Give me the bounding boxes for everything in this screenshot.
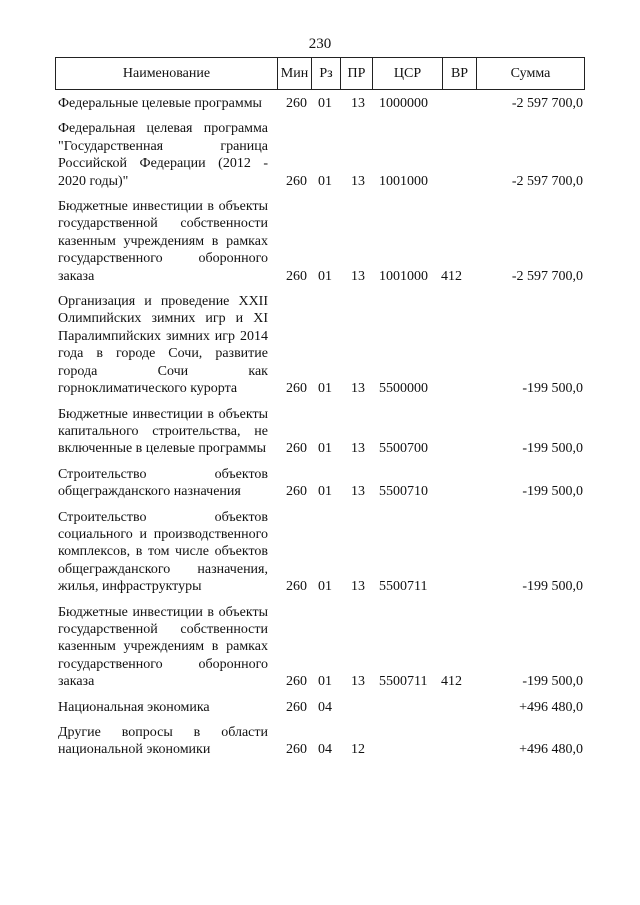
cell-csr: 1000000 xyxy=(379,96,428,111)
table-row xyxy=(55,120,585,190)
cell-pr: 13 xyxy=(351,268,365,284)
header-min: Мин xyxy=(277,58,311,89)
cell-pr: 13 xyxy=(351,441,365,457)
cell-rz: 04 xyxy=(318,699,332,715)
cell-min: 260 xyxy=(286,173,307,189)
cell-min: 260 xyxy=(286,699,307,715)
header-csr: ЦСР xyxy=(372,58,442,89)
cell-sum: -2 597 700,0 xyxy=(511,268,583,284)
row-name: Строительство объектов общегражданского назначения xyxy=(58,466,268,500)
cell-sum: +496 480,0 xyxy=(519,742,583,758)
cell-vr: 412 xyxy=(441,674,462,690)
cell-pr: 13 xyxy=(351,579,365,595)
cell-min: 260 xyxy=(286,96,307,111)
row-name: Организация и проведение XXII Олимпийских зимних игр и XI Паралимпийских зимних игр 2014 года в городе Сочи, развитие города Сочи как горноклиматического курорта xyxy=(58,294,268,397)
header-pr: ПР xyxy=(340,58,372,89)
cell-sum: -2 597 700,0 xyxy=(511,96,583,111)
cell-vr: 412 xyxy=(441,268,462,284)
cell-min: 260 xyxy=(286,742,307,758)
table-row xyxy=(55,699,585,716)
cell-rz: 01 xyxy=(318,441,332,457)
header-sum: Сумма xyxy=(476,58,584,89)
row-name: Бюджетные инвестиции в объекты государственной собственности казенным учреждениям в рамках государственного оборонного заказа xyxy=(58,199,268,284)
table-row xyxy=(55,509,585,596)
table-row xyxy=(55,95,585,112)
table-header xyxy=(55,57,585,90)
row-name: Федеральные целевые программы xyxy=(58,96,262,111)
cell-csr: 1001000 xyxy=(379,268,428,284)
row-name: Бюджетные инвестиции в объекты государственной собственности казенным учреждениям в рамках государственного оборонного заказа xyxy=(58,604,268,690)
cell-pr: 13 xyxy=(351,484,365,500)
cell-csr: 5500711 xyxy=(379,579,428,595)
cell-sum: -199 500,0 xyxy=(522,579,583,595)
cell-sum: -199 500,0 xyxy=(522,484,583,500)
header-name: Наименование xyxy=(122,66,211,81)
cell-rz: 01 xyxy=(318,173,332,189)
row-name: Федеральная целевая программа "Государственная граница Российской Федерации (2012 - 2020 годы)" xyxy=(58,121,268,189)
table-row xyxy=(55,406,585,458)
page-number: 230 xyxy=(308,36,332,52)
cell-csr: 5500700 xyxy=(379,441,428,457)
cell-csr: 5500000 xyxy=(379,381,428,397)
cell-min: 260 xyxy=(286,674,307,690)
cell-csr: 5500711 xyxy=(379,674,428,690)
cell-rz: 01 xyxy=(318,381,332,397)
cell-pr: 13 xyxy=(351,96,365,111)
cell-pr: 13 xyxy=(351,381,365,397)
table-body xyxy=(55,95,585,767)
table-row xyxy=(55,724,585,759)
row-name: Другие вопросы в области национальной экономики xyxy=(58,725,268,758)
cell-sum: -199 500,0 xyxy=(522,674,583,690)
cell-sum: -2 597 700,0 xyxy=(511,173,583,189)
cell-min: 260 xyxy=(286,268,307,284)
cell-pr: 13 xyxy=(351,674,365,690)
cell-sum: +496 480,0 xyxy=(519,699,583,715)
row-name: Национальная экономика xyxy=(58,699,210,715)
cell-rz: 01 xyxy=(318,96,332,111)
cell-rz: 04 xyxy=(318,742,332,758)
cell-rz: 01 xyxy=(318,268,332,284)
cell-pr: 12 xyxy=(351,742,365,758)
cell-rz: 01 xyxy=(318,484,332,500)
cell-min: 260 xyxy=(286,579,307,595)
table-row xyxy=(55,604,585,691)
cell-min: 260 xyxy=(286,441,307,457)
table-row xyxy=(55,466,585,501)
cell-pr: 13 xyxy=(351,173,365,189)
cell-min: 260 xyxy=(286,484,307,500)
row-name: Строительство объектов социального и производственного комплексов, в том числе объектов общегражданского назначения, жилья, инфраструктуры xyxy=(58,509,268,595)
cell-rz: 01 xyxy=(318,579,332,595)
cell-sum: -199 500,0 xyxy=(522,441,583,457)
cell-min: 260 xyxy=(286,381,307,397)
cell-csr: 1001000 xyxy=(379,173,428,189)
table-row xyxy=(55,293,585,397)
cell-csr: 5500710 xyxy=(379,484,428,500)
header-rz: Рз xyxy=(311,58,340,89)
header-vr: ВР xyxy=(442,58,476,89)
cell-rz: 01 xyxy=(318,674,332,690)
table-row xyxy=(55,198,585,285)
row-name: Бюджетные инвестиции в объекты капитального строительства, не включенные в целевые программы xyxy=(58,406,268,457)
cell-sum: -199 500,0 xyxy=(522,381,583,397)
